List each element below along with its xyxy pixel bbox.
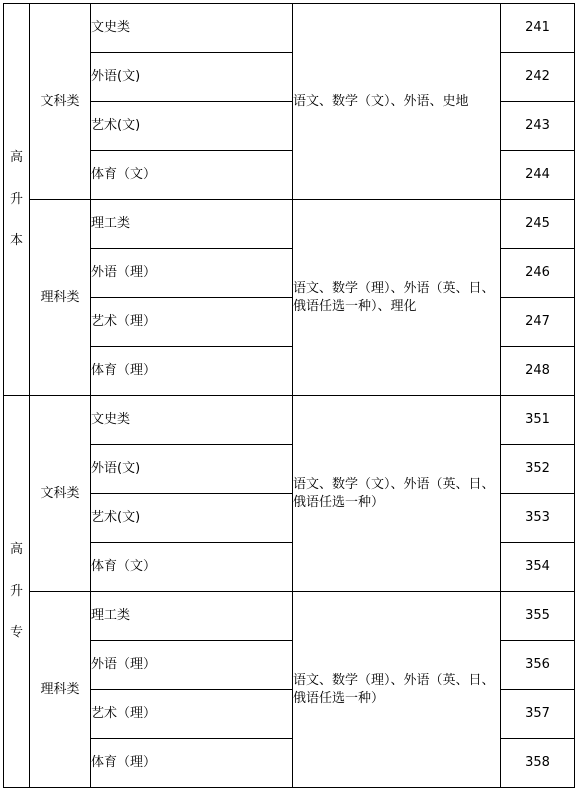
table-row [4,592,575,641]
major-name: 艺术(文) [91,102,293,151]
table-row [4,200,575,249]
level-char: 专 [9,625,23,641]
level-char: 高 [9,542,23,558]
major-code: 248 [501,347,575,396]
exam-subject-table [3,3,575,788]
category-cell: 理科类 [30,592,91,788]
major-name: 理工类 [91,592,293,641]
major-name: 艺术（理） [91,690,293,739]
table-row [4,4,575,53]
major-code: 354 [501,543,575,592]
major-code: 353 [501,494,575,543]
major-name: 理工类 [91,200,293,249]
category-cell: 文科类 [30,4,91,200]
major-code: 245 [501,200,575,249]
major-code: 244 [501,151,575,200]
major-code: 243 [501,102,575,151]
major-code: 351 [501,396,575,445]
major-code: 352 [501,445,575,494]
major-name: 艺术(文) [91,494,293,543]
major-code: 358 [501,739,575,788]
major-name: 文史类 [91,396,293,445]
major-name: 外语（理） [91,641,293,690]
level-char: 高 [9,150,23,166]
major-code: 242 [501,53,575,102]
category-cell: 理科类 [30,200,91,396]
exam-subjects: 语文、数学（理）、外语（英、日、俄语任选一种） [293,592,501,788]
major-name: 艺术（理） [91,298,293,347]
major-code: 355 [501,592,575,641]
major-name: 体育（文） [91,151,293,200]
major-code: 357 [501,690,575,739]
major-name: 体育（理） [91,739,293,788]
level-char: 本 [9,233,23,249]
major-code: 246 [501,249,575,298]
major-code: 356 [501,641,575,690]
exam-subjects: 语文、数学（理）、外语（英、日、俄语任选一种）、理化 [293,200,501,396]
exam-subjects: 语文、数学（文）、外语（英、日、俄语任选一种） [293,396,501,592]
table-row [4,396,575,445]
level-cell [4,4,30,396]
level-char: 升 [9,191,23,207]
exam-subjects: 语文、数学（文）、外语、史地 [293,4,501,200]
category-cell: 文科类 [30,396,91,592]
major-name: 外语（理） [91,249,293,298]
major-name: 体育（理） [91,347,293,396]
major-code: 241 [501,4,575,53]
major-name: 外语(文) [91,445,293,494]
major-name: 文史类 [91,4,293,53]
level-char: 升 [9,583,23,599]
major-name: 体育（文） [91,543,293,592]
level-cell [4,396,30,788]
major-name: 外语(文) [91,53,293,102]
major-code: 247 [501,298,575,347]
